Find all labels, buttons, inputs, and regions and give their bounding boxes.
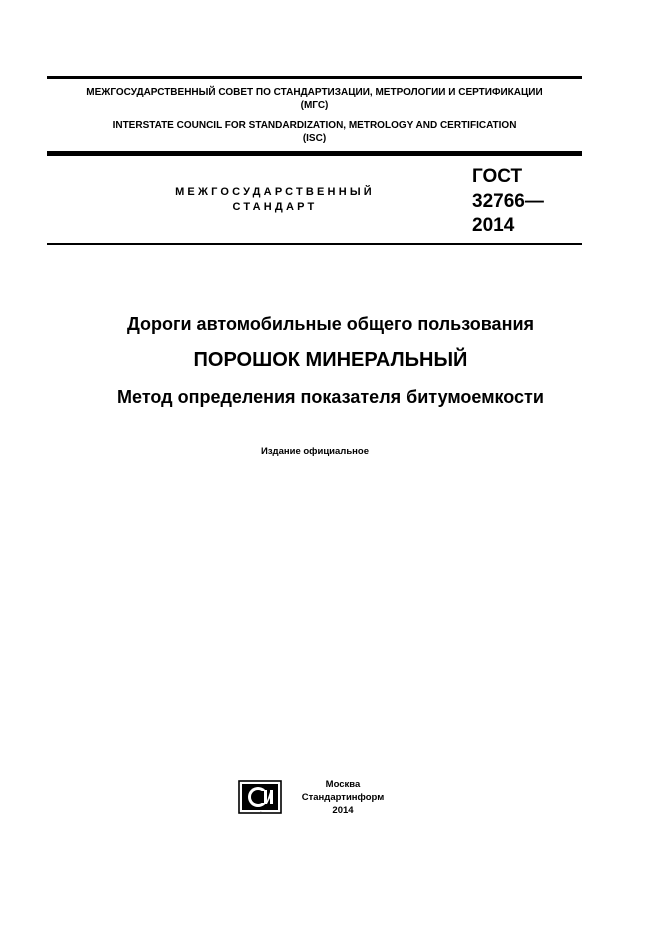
designation-rule [47,243,582,245]
standartinform-logo-icon [238,780,282,814]
standard-label-line2: СТАНДАРТ [232,201,318,213]
gost-year: 2014 [472,215,515,236]
top-rule [47,76,582,79]
publisher-city: Москва [325,779,361,790]
council-en-line2: (ISC) [302,133,327,144]
council-ru-line2: (МГС) [300,100,329,111]
title-main: ПОРОШОК МИНЕРАЛЬНЫЙ [193,349,468,371]
header-thick-rule [47,151,582,156]
council-ru-line1: МЕЖГОСУДАРСТВЕННЫЙ СОВЕТ ПО СТАНДАРТИЗАЦИИ, МЕТРОЛОГИИ И СЕРТИФИКАЦИИ [86,87,543,98]
gost-label: ГОСТ [472,166,523,187]
council-en-line1: INTERSTATE COUNCIL FOR STANDARDIZATION, METROLOGY AND CERTIFICATION [112,120,517,131]
logo-text: СИ [260,812,262,813]
publisher-name: Стандартинформ [301,792,385,803]
gost-number: 32766— [472,191,544,212]
publisher-logo [238,780,282,814]
title-line3: Метод определения показателя битумоемкости [117,387,544,407]
standard-label-line1: МЕЖГОСУДАРСТВЕННЫЙ [175,186,375,198]
publisher-year: 2014 [332,805,354,816]
title-line1: Дороги автомобильные общего пользования [126,314,535,334]
edition-label: Издание официальное [261,446,369,457]
